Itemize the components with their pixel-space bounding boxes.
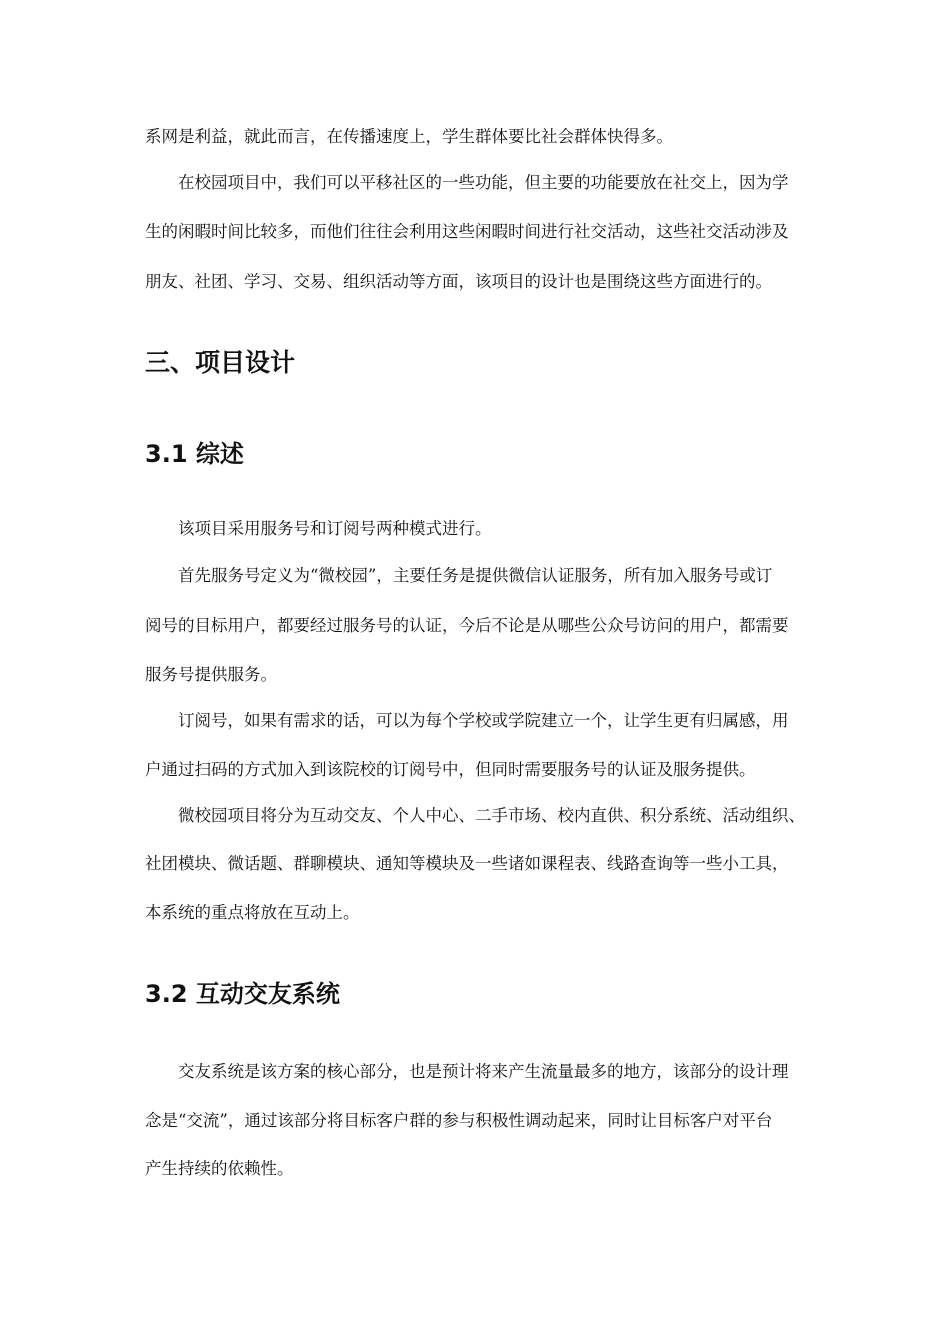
- paragraph-line: 生的闲暇时间比较多，而他们往往会利用这些闲暇时间进行社交活动，这些社交活动涉及: [145, 222, 789, 241]
- paragraph-line: 首先服务号定义为“微校园”，主要任务是提供微信认证服务，所有加入服务号或订: [178, 566, 773, 585]
- paragraph-line: 服务号提供服务。: [145, 665, 277, 684]
- paragraph-line: 交友系统是该方案的核心部分，也是预计将来产生流量最多的地方，该部分的设计理: [178, 1062, 789, 1081]
- paragraph-line: 在校园项目中，我们可以平移社区的一些功能，但主要的功能要放在社交上，因为学: [178, 173, 789, 192]
- paragraph-line: 社团模块、微话题、群聊模块、通知等模块及一些诸如课程表、线路查询等一些小工具，: [145, 854, 789, 873]
- section-heading: 三、项目设计: [145, 348, 296, 377]
- subsection-heading: 3.2 互动交友系统: [145, 980, 340, 1008]
- paragraph-line: 订阅号，如果有需求的话，可以为每个学校或学院建立一个，让学生更有归属感，用: [178, 711, 789, 730]
- paragraph-line: 本系统的重点将放在互动上。: [145, 903, 360, 922]
- paragraph-line: 产生持续的依赖性。: [145, 1159, 294, 1178]
- paragraph-line: 微校园项目将分为互动交友、个人中心、二手市场、校内直供、积分系统、活动组织、: [178, 806, 805, 825]
- paragraph-line: 阅号的目标用户，都要经过服务号的认证，今后不论是从哪些公众号访问的用户，都需要: [145, 616, 789, 635]
- paragraph-line: 该项目采用服务号和订阅号两种模式进行。: [178, 519, 492, 538]
- paragraph-line: 系网是利益，就此而言，在传播速度上，学生群体要比社会群体快得多。: [145, 127, 673, 146]
- paragraph-line: 念是“交流”，通过该部分将目标客户群的参与积极性调动起来，同时让目标客户对平台: [145, 1111, 773, 1130]
- paragraph-line: 户通过扫码的方式加入到该院校的订阅号中，但同时需要服务号的认证及服务提供。: [145, 760, 756, 779]
- paragraph-line: 朋友、社团、学习、交易、组织活动等方面，该项目的设计也是围绕这些方面进行的。: [145, 272, 772, 291]
- subsection-heading: 3.1 综述: [145, 440, 244, 468]
